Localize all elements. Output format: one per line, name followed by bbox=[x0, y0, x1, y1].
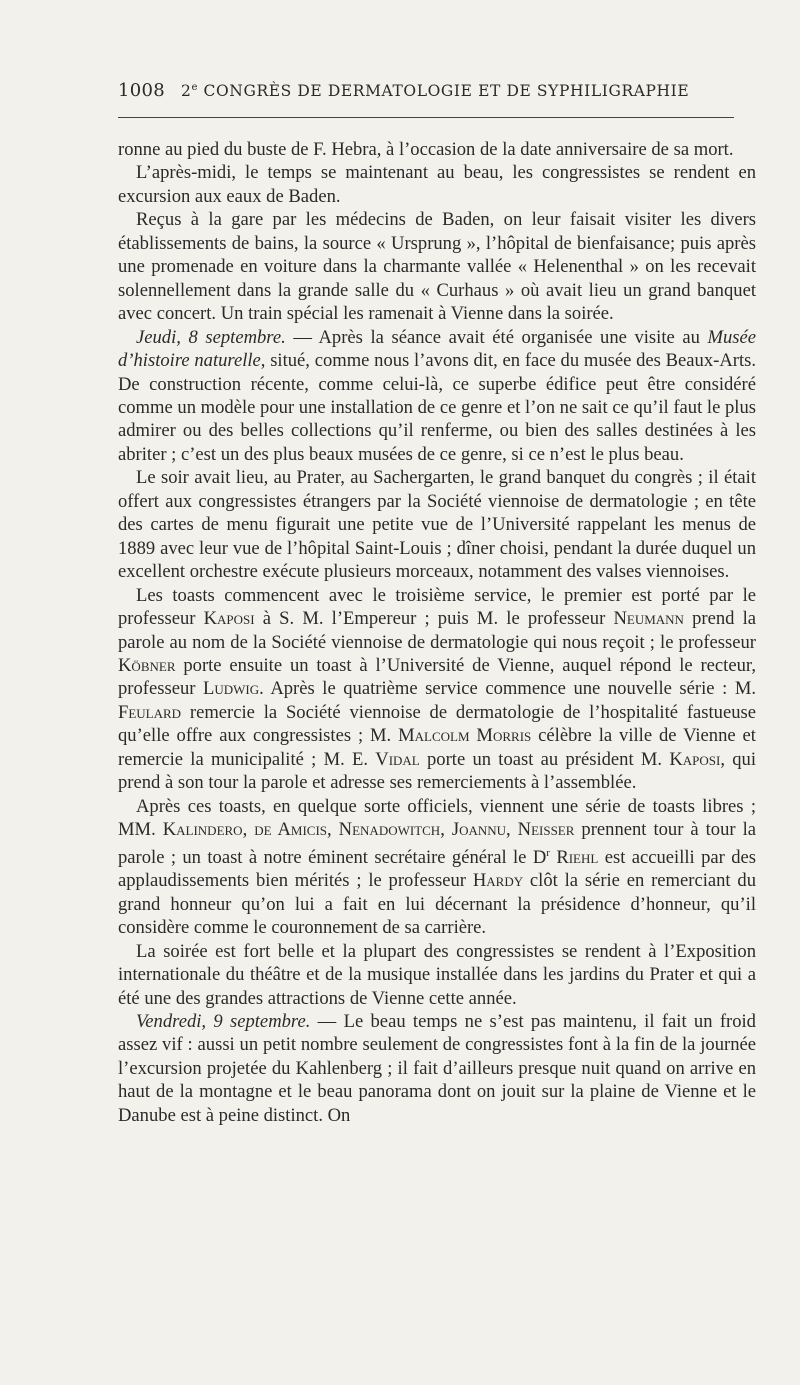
date-heading: Vendredi, 9 septembre. bbox=[136, 1010, 311, 1032]
person-name: Kaposi bbox=[203, 608, 255, 630]
person-name: Köbner bbox=[118, 654, 176, 676]
person-name: Ludwig bbox=[203, 678, 260, 700]
paragraph: L’après-midi, le temps se maintenant au beau, les congressistes se rendent en excursion aux eaux de Baden. bbox=[118, 162, 756, 207]
paragraph: La soirée est fort belle et la plupart des congressistes se rendent à l’Exposition internationale du théâtre et de la musique installée dans les jardins du Prater et qui a été une des grandes attractions de Vienne cette année. bbox=[118, 940, 756, 1009]
date-heading: Jeudi, 8 septembre. bbox=[136, 326, 286, 348]
person-name: Vidal bbox=[375, 748, 420, 770]
paragraph: Le soir avait lieu, au Prater, au Sachergarten, le grand banquet du congrès ; il était offert aux congressistes étrangers par la Société viennoise de dermatologie ; en tête des cartes de menu figurait une petite vue de l’Université rappelant les menus de 1889 avec leur vue de l’hôpital Saint-Louis ; dîner choisi, pendant la durée duquel un excellent orchestre exécute plusieurs morceaux, notamment des valses viennoises. bbox=[118, 467, 756, 583]
museum-name: Musée d’histoire naturelle bbox=[118, 326, 756, 372]
paragraph: Reçus à la gare par les médecins de Baden, on leur faisait visiter les divers établissements de bains, la source « Ursprung », l’hôpital de bienfaisance; puis après une promenade en voiture dans la charmante vallée « Helenenthal » on les recevait solennellement dans la grande salle du « Curhaus » où avait lieu un grand banquet avec concert. Un train spécial les ramenait à Vienne dans la soirée. bbox=[118, 209, 756, 325]
header-rule bbox=[118, 117, 734, 118]
paragraph: Vendredi, 9 septembre. — Le beau temps ne s’est pas maintenu, il fait un froid assez vif : aussi un petit nombre seulement de congressistes font à la fin de la journée l’excursion projetée du Kahlenberg ; il fait d’ailleurs presque nuit quand on arrive en haut de la montagne et le beau panorama dont on jouit sur la plaine de Vienne et le Danube est à peine distinct. On bbox=[118, 1010, 756, 1126]
paragraph: Jeudi, 8 septembre. — Après la séance avait été organisée une visite au Musée d’histoire naturelle, situé, comme nous l’avons dit, en face du musée des Beaux-Arts. De construction récente, comme celui-là, ce superbe édifice peut être considéré comme un modèle pour une installation de ce genre et l’on ne sait ce qu’il faut le plus admirer ou des belles collections qu’il renferme, ou bien des salles destinées à les abriter ; c’est un des plus beaux musées de ce genre, si ce n’est le plus beau. bbox=[118, 326, 756, 465]
person-name: Kaposi bbox=[669, 748, 721, 770]
person-name: Riehl bbox=[556, 846, 599, 868]
running-title: 2e CONGRÈS DE DERMATOLOGIE ET DE SYPHILIGRAPHIE bbox=[181, 81, 690, 100]
running-header bbox=[118, 80, 734, 101]
paragraph: Après ces toasts, en quelque sorte officiels, viennent une série de toasts libres ; MM. Kalindero, de Amicis, Nenadowitch, Joannu, Neisser prennent tour à tour la parole ; un toast à notre éminent secrétaire général le $D^r$ Riehl est accueilli par des applaudissements bien mérités ; le professeur Hardy clôt la série en remerciant du grand honneur qu’on lui a fait en lui décernant la présidence d’honneur, qu’il considère comme le couronnement de sa carrière. bbox=[118, 795, 757, 939]
person-name: Malcolm Morris bbox=[398, 725, 532, 747]
page-number: 1008 bbox=[118, 80, 166, 101]
paragraph: ronne au pied du buste de F. Hebra, à l’occasion de la date anniversaire de sa mort. bbox=[118, 139, 734, 160]
body-text bbox=[118, 138, 756, 1127]
person-names: Kalindero, de Amicis, Nenadowitch, Joannu, Neisser bbox=[162, 819, 575, 841]
person-name: Neumann bbox=[613, 608, 684, 630]
paragraph: Les toasts commencent avec le troisième service, le premier est porté par le professeur Kaposi à S. M. l’Empereur ; puis M. le professeur Neumann prend la parole au nom de la Société viennoise de dermatologie qui nous reçoit ; le professeur Köbner porte ensuite un toast à l’Université de Vienne, auquel répond le recteur, professeur Ludwig. Après le quatrième service commence une nouvelle série : M. Feulard remercie la Société viennoise de dermatologie de l’hospitalité fastueuse qu’elle offre aux congressistes ; M. Malcolm Morris célèbre la ville de Vienne et remercie la municipalité ; M. E. Vidal porte un toast au président M. Kaposi, qui prend à son tour la parole et adresse ses remerciements à l’assemblée. bbox=[118, 584, 757, 794]
person-name: Hardy bbox=[472, 870, 524, 892]
person-name: Feulard bbox=[118, 701, 182, 723]
